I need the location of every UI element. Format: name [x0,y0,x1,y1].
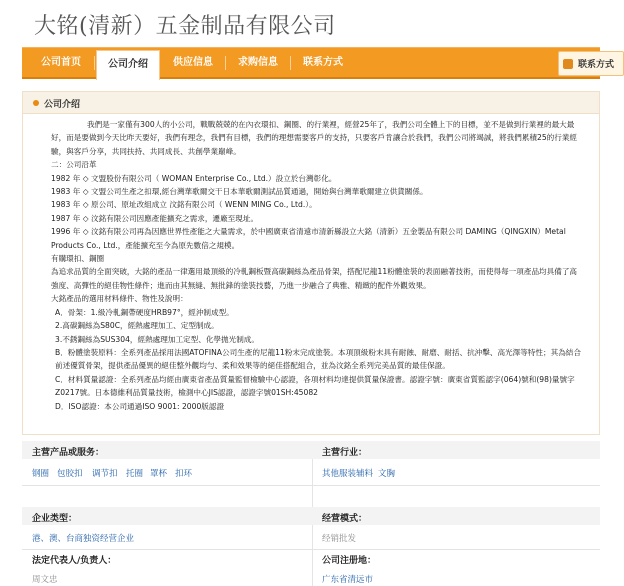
company-type-value[interactable]: 港、澳、台商独资经营企业 [32,534,135,544]
industry-link[interactable]: 文胸 [378,469,396,479]
history-item: 1983 年 ◇ 文盟公司生產之扣環,經台灣華歌爾交干日本華歌爾測試品質通過，開始與台灣華歌爾建立供貨關係。 [51,187,428,197]
material-item: 3.不銹鋼絲為SUS304，經熱處理加工定型、化學拋光制成。 [55,334,259,344]
product-link[interactable]: 包胶扣 [57,469,83,479]
main-nav [22,47,615,79]
row-highlight [22,507,600,525]
intro-text [51,118,581,413]
material-item: 2.高碳鋼絲為S80C，經熱處理加工、定型制成。 [55,321,219,331]
material-item: B．粉體塗裝原料：全系列產品採用法國ATOFINA公司生產的尼龍11粉末完成塗裝。本項頂級粉末具有耐蝕、耐磨、耐括、抗沖擊、高光澤等特性；其為結合前述優質骨架，提供產品優異的絕佳整外觀均勻、柔和效果等的絕佳搭配組合，並為汶銘全系列完美品質的最佳保證。 [55,347,581,371]
business-mode-label: 经营模式： [322,514,368,524]
company-intro-section [22,91,600,435]
nav-separator [290,56,291,70]
reg-location-label: 公司注册地： [322,556,377,566]
company-name: 大铭(清新）五金制品有限公司 [34,14,336,39]
tab-home[interactable]: 公司首页 [41,57,81,68]
section-header [23,92,599,114]
row-divider [22,485,600,486]
contact-button-label: 联系方式 [578,60,615,70]
nav-separator [94,56,95,70]
row-highlight [22,441,600,459]
products-heading: 有購環扣、鋼圈 [51,254,105,264]
nav-separator [225,56,226,70]
tab-purchase[interactable]: 求购信息 [238,57,278,68]
product-link[interactable]: 托圈 [126,469,144,479]
history-item: 1996 年 ◇ 汶銘有限公司再為因應世界性產能之大量需求，於中國廣東省清遠市清新縣設立大銘（清新）五金製品有限公司 DAMING（QINGXIN）Metal Products Co., Ltd.，產能擴充至今為原先數倍之規模。 [51,227,566,250]
product-link[interactable]: 罩杯 [150,469,168,479]
history-item: 1983 年 ◇ 原公司、原址改組成立 汶銘有限公司（ WENN MING Co., Ltd.）。 [51,200,317,210]
material-item: C．材料質量認證：全系列產品均經由廣東省產品質量監督檢驗中心認證，各項材料均達提供質量保證書。認證字號：廣東省質監認字(064)號和(98)量號字Z0217號。日本德維利品質量技術，檢測中心JIS認證，認證字號01SH:45082 [55,374,575,398]
reg-location-value[interactable]: 广东省清远市 [322,575,374,585]
tab-supply[interactable]: 供应信息 [173,57,213,68]
materials-heading: 大銘產品的選用材料條件、物性及說明： [51,294,188,304]
company-type-label: 企业类型： [32,514,78,524]
product-link[interactable]: 调节扣 [92,469,118,479]
industry-link[interactable]: 其他服装辅料 [322,469,374,479]
intro-paragraph: 我們是一家僅有300人的小公司，戰戰兢兢的在內衣環扣、鋼圈、的行業裡，經營25年了，我們公司全體上下的目標，並不是做到行業裡的最大最好，而是要做到今天比昨天要好，我們有理念，我們有目標，我們的理想需要客戶的支持，只要客戶肯讓合於我們，我們公司將竭誠，將我們累積25的行業經驗，與客戶分享，共同扶持、共同成長、共創學業巔峰。 [51,120,578,156]
history-item: 1982 年 ◇ 文盟股份有限公司（ WOMAN Enterprise Co., Ltd.）設立於台灣彰化。 [51,173,337,183]
product-link[interactable]: 扣环 [175,469,193,479]
tab-company-intro[interactable]: 公司介绍 [96,50,160,80]
quality-paragraph: 為追求品質的全面突破，大銘的產品一律選用最頂級的冷軋鋼板暨高碳鋼絲為產品骨架，搭配尼龍11粉體塗裝的表面融著技術，而使得每一項產品均具備了高強度、高彈性的絕佳物性條件；進而由其無縫、無批鋒的塗裝技藝，乃進一步融合了典雅、精緻的配件外觀效果。 [51,267,578,290]
legal-rep-label: 法定代表人/负责人： [32,556,117,566]
contact-icon [563,59,573,69]
row-divider [22,549,600,550]
legal-rep-value: 周文忠 [32,575,58,585]
material-item: D．ISO認證：本公司通過ISO 9001: 2000版認證 [55,401,225,411]
bullet-icon [33,100,39,106]
section-title: 公司介绍 [44,100,81,110]
tab-contact[interactable]: 联系方式 [303,57,343,68]
history-heading: 二：公司沿革 [51,160,97,170]
material-item: A．骨架：1.級冷軋鋼帶硬度HRB97°，經沖制成型。 [55,307,234,317]
company-info-table [22,441,600,586]
industry-label: 主营行业： [322,448,368,458]
contact-button[interactable] [558,51,624,76]
product-link[interactable]: 钢圈 [32,469,50,479]
history-item: 1987 年 ◇ 汶銘有限公司因應產能擴充之需求，遷廠至現址。 [51,213,259,223]
business-mode-value: 经销批发 [322,534,357,544]
main-products-label: 主营产品或服务： [32,448,105,458]
